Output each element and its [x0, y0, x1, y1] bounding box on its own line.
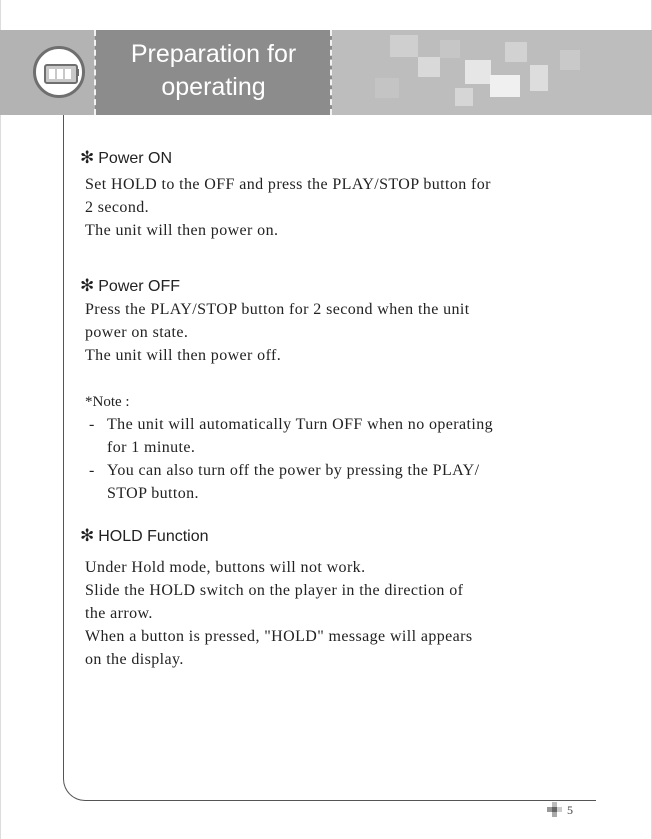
mosaic-tile — [560, 50, 580, 70]
page-number-icon — [547, 802, 563, 816]
dash-bullet: - — [89, 462, 95, 479]
power-on-text — [85, 173, 605, 242]
mosaic-tile — [455, 88, 473, 106]
section-heading-power-on: ✻ Power ON — [80, 148, 173, 167]
banner-divider-right — [330, 30, 332, 115]
text-line: You can also turn off the power by pressing the PLAY/ — [107, 462, 480, 479]
section-heading-hold: ✻ HOLD Function — [80, 526, 209, 545]
text-line: STOP button. — [107, 485, 199, 502]
content-body — [80, 148, 605, 671]
mosaic-tile — [440, 40, 460, 58]
header-banner — [0, 30, 652, 115]
page-title-line-2: operating — [161, 73, 266, 101]
text-line: power on state. — [85, 324, 189, 341]
asterisk-icon: ✻ — [80, 276, 95, 295]
text-line: Under Hold mode, buttons will not work. — [85, 559, 366, 576]
banner-divider-left — [94, 30, 96, 115]
asterisk-icon: ✻ — [80, 526, 95, 545]
text-line: 2 second. — [85, 199, 150, 216]
text-line: The unit will then power on. — [85, 222, 279, 239]
mosaic-tile — [530, 65, 548, 91]
asterisk-icon: ✻ — [80, 148, 95, 167]
power-off-text — [85, 298, 605, 367]
mosaic-tile — [490, 75, 520, 97]
battery-icon — [33, 46, 85, 98]
text-line: on the display. — [85, 651, 184, 668]
page-title — [97, 38, 330, 104]
page-title-line-1: Preparation for — [130, 40, 297, 68]
note-item — [85, 459, 605, 505]
note-item — [85, 413, 605, 459]
mosaic-tile — [418, 57, 440, 77]
text-line: The unit will automatically Turn OFF when no operating — [107, 416, 494, 433]
page-number: 5 — [567, 803, 573, 817]
text-line: Set HOLD to the OFF and press the PLAY/STOP button for — [85, 176, 491, 193]
text-line: Press the PLAY/STOP button for 2 second when the unit — [85, 301, 470, 318]
mosaic-tile — [390, 35, 418, 57]
mosaic-tile — [465, 60, 491, 84]
mosaic-tile — [375, 78, 399, 98]
dash-bullet: - — [89, 416, 95, 433]
mosaic-tile — [505, 42, 527, 62]
text-line: When a button is pressed, "HOLD" message will appears — [85, 628, 473, 645]
text-line: The unit will then power off. — [85, 347, 282, 364]
text-line: the arrow. — [85, 605, 153, 622]
hold-text — [85, 556, 605, 671]
note-label: *Note : — [85, 394, 130, 410]
text-line: for 1 minute. — [107, 439, 196, 456]
text-line: Slide the HOLD switch on the player in the direction of — [85, 582, 464, 599]
section-heading-power-off: ✻ Power OFF — [80, 276, 181, 295]
